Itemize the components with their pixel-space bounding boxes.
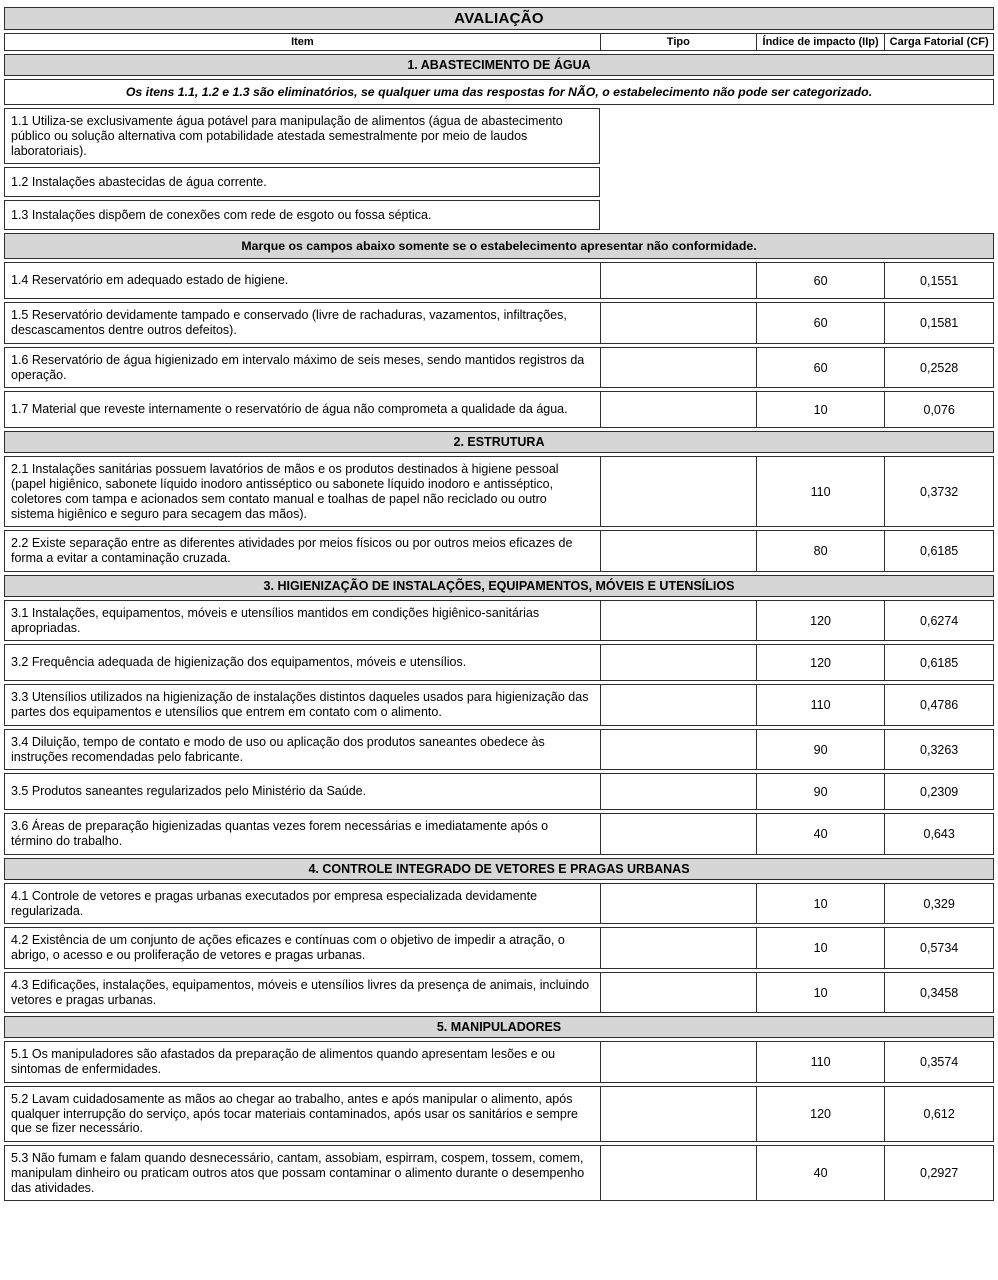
tipo-cell bbox=[600, 348, 756, 388]
tipo-cell bbox=[600, 928, 756, 968]
item-text: 2.2 Existe separação entre as diferentes atividades por meios físicos ou por outros meios eficazes de forma a evitar a contaminação cruzada. bbox=[11, 536, 573, 565]
item-row bbox=[4, 729, 994, 771]
item-row bbox=[4, 1086, 994, 1142]
tipo-cell bbox=[600, 814, 756, 854]
item-row bbox=[4, 530, 994, 572]
item-text: 3.6 Áreas de preparação higienizadas quantas vezes forem necessárias e imediatamente após o término do trabalho. bbox=[11, 819, 549, 848]
tipo-cell bbox=[600, 457, 756, 526]
cf-value: 0,1551 bbox=[884, 263, 993, 298]
section-header-row bbox=[4, 1016, 994, 1038]
tipo-cell bbox=[600, 392, 756, 427]
cf-value: 0,3574 bbox=[884, 1042, 993, 1082]
cf-value: 0,643 bbox=[884, 814, 993, 854]
eliminatory-note-row bbox=[4, 79, 994, 105]
iip-value: 90 bbox=[756, 730, 884, 770]
iip-value: 110 bbox=[756, 685, 884, 725]
column-header-item: Item bbox=[291, 36, 314, 48]
item-row bbox=[4, 644, 994, 681]
item-text: 3.5 Produtos saneantes regularizados pelo Ministério da Saúde. bbox=[11, 784, 367, 799]
note-text: Marque os campos abaixo somente se o estabelecimento apresentar não conformidade. bbox=[241, 239, 757, 254]
cf-value: 0,3458 bbox=[884, 973, 993, 1013]
item-text: 4.2 Existência de um conjunto de ações eficazes e contínuas com o objetivo de impedir a atração, o abrigo, o acesso e ou proliferação de vetores e pragas urbanas. bbox=[11, 933, 565, 962]
section-header-row bbox=[4, 54, 994, 76]
item-text: 5.2 Lavam cuidadosamente as mãos ao chegar ao trabalho, antes e após manipular o alimento, após qualquer interrupção do serviço, após tocar materiais contaminados, após usar os sanitários e sempre que se fizer necessário. bbox=[11, 1091, 578, 1136]
tipo-cell bbox=[600, 303, 756, 343]
iip-value: 10 bbox=[756, 884, 884, 924]
item-row bbox=[4, 927, 994, 969]
cf-value: 0,5734 bbox=[884, 928, 993, 968]
item-text: 1.2 Instalações abastecidas de água corrente. bbox=[4, 167, 600, 197]
column-header-cf: Carga Fatorial (CF) bbox=[884, 34, 993, 50]
cf-value: 0,6185 bbox=[884, 645, 993, 680]
cf-value: 0,3732 bbox=[884, 457, 993, 526]
iip-value: 60 bbox=[756, 303, 884, 343]
item-text: 3.2 Frequência adequada de higienização dos equipamentos, móveis e utensílios. bbox=[11, 655, 467, 670]
iip-value: 10 bbox=[756, 928, 884, 968]
cf-value: 0,2927 bbox=[884, 1146, 993, 1200]
note-text: Os itens 1.1, 1.2 e 1.3 são eliminatórios, se qualquer uma das respostas for NÃO, o estabelecimento não pode ser categorizado. bbox=[125, 85, 873, 99]
item-row bbox=[4, 262, 994, 299]
section-header-row bbox=[4, 858, 994, 880]
tipo-cell bbox=[600, 531, 756, 571]
section-title: 3. HIGIENIZAÇÃO DE INSTALAÇÕES, EQUIPAMENTOS, MÓVEIS E UTENSÍLIOS bbox=[263, 578, 735, 593]
item-text: 1.1 Utiliza-se exclusivamente água potável para manipulação de alimentos (água de abastecimento público ou solução alternativa com potabilidade atestada semestralmente por meio de laudos laboratoriais). bbox=[4, 108, 600, 164]
cf-value: 0,2309 bbox=[884, 774, 993, 809]
item-row bbox=[4, 883, 994, 925]
column-header-row bbox=[4, 33, 994, 51]
tipo-cell bbox=[600, 645, 756, 680]
cf-value: 0,4786 bbox=[884, 685, 993, 725]
cf-value: 0,6274 bbox=[884, 601, 993, 641]
item-text: 5.3 Não fumam e falam quando desnecessário, cantam, assobiam, espirram, cospem, tossem, comem, manipulam dinheiro ou praticam outros atos que possam contaminar o alimento durante o desempenho das atividades. bbox=[11, 1151, 585, 1195]
iip-value: 120 bbox=[756, 601, 884, 641]
iip-value: 120 bbox=[756, 1087, 884, 1141]
iip-value: 10 bbox=[756, 392, 884, 427]
item-text: 5.1 Os manipuladores são afastados da preparação de alimentos quando apresentam lesões e ou sintomas de enfermidades. bbox=[11, 1047, 556, 1076]
item-row bbox=[4, 391, 994, 428]
item-text: 2.1 Instalações sanitárias possuem lavatórios de mãos e os produtos destinados à higiene pessoal (papel higiênico, sabonete líquido inodoro antisséptico ou sabonete líquido inodoro e antisséptico, coletores com tampa e acionados sem contato manual e toalhas de papel não reciclado ou outro sistema higiênico e seguro para secagem das mãos). bbox=[11, 462, 559, 521]
item-text: 3.4 Diluição, tempo de contato e modo de uso ou aplicação dos produtos saneantes obedece às instruções recomendadas pelo fabricante. bbox=[11, 734, 545, 764]
section-title: 4. CONTROLE INTEGRADO DE VETORES E PRAGAS URBANAS bbox=[308, 861, 690, 876]
tipo-cell bbox=[600, 774, 756, 809]
iip-value: 60 bbox=[756, 348, 884, 388]
cf-value: 0,6185 bbox=[884, 531, 993, 571]
section-header-row bbox=[4, 431, 994, 453]
item-text: 1.6 Reservatório de água higienizado em intervalo máximo de seis meses, sendo mantidos registros da operação. bbox=[11, 352, 585, 382]
column-header-tipo: Tipo bbox=[600, 34, 756, 50]
iip-value: 90 bbox=[756, 774, 884, 809]
item-row bbox=[4, 773, 994, 810]
tipo-cell bbox=[600, 685, 756, 725]
form-title-row bbox=[4, 7, 994, 30]
tipo-cell bbox=[600, 1146, 756, 1200]
cf-value: 0,1581 bbox=[884, 303, 993, 343]
item-row bbox=[4, 972, 994, 1014]
iip-value: 120 bbox=[756, 645, 884, 680]
eliminatory-item-row bbox=[4, 200, 994, 230]
tipo-cell bbox=[600, 263, 756, 298]
table-body bbox=[4, 54, 994, 1201]
item-text: 4.1 Controle de vetores e pragas urbanas executados por empresa especializada devidamente regularizada. bbox=[11, 888, 538, 918]
eliminatory-item-row bbox=[4, 108, 994, 164]
iip-value: 60 bbox=[756, 263, 884, 298]
item-text: 1.4 Reservatório em adequado estado de higiene. bbox=[11, 273, 289, 288]
tipo-cell bbox=[600, 973, 756, 1013]
section-title: 2. ESTRUTURA bbox=[453, 435, 545, 450]
item-row bbox=[4, 347, 994, 389]
cf-value: 0,2528 bbox=[884, 348, 993, 388]
section-header-row bbox=[4, 575, 994, 597]
column-header-iip: Índice de impacto (IIp) bbox=[756, 34, 884, 50]
eliminatory-item-row bbox=[4, 167, 994, 197]
cf-value: 0,3263 bbox=[884, 730, 993, 770]
item-text: 1.7 Material que reveste internamente o reservatório de água não comprometa a qualidade da água. bbox=[11, 402, 568, 417]
item-row bbox=[4, 302, 994, 344]
item-text: 4.3 Edificações, instalações, equipamentos, móveis e utensílios livres da presença de animais, incluindo vetores e pragas urbanas. bbox=[11, 977, 590, 1007]
tipo-cell bbox=[600, 730, 756, 770]
tipo-cell bbox=[600, 1042, 756, 1082]
iip-value: 40 bbox=[756, 1146, 884, 1200]
item-row bbox=[4, 684, 994, 726]
iip-value: 110 bbox=[756, 1042, 884, 1082]
iip-value: 80 bbox=[756, 531, 884, 571]
item-row bbox=[4, 600, 994, 642]
cf-value: 0,329 bbox=[884, 884, 993, 924]
cf-value: 0,612 bbox=[884, 1087, 993, 1141]
iip-value: 10 bbox=[756, 973, 884, 1013]
cf-value: 0,076 bbox=[884, 392, 993, 427]
tipo-cell bbox=[600, 601, 756, 641]
tipo-cell bbox=[600, 1087, 756, 1141]
page-title: AVALIAÇÃO bbox=[454, 10, 544, 27]
item-text: 1.5 Reservatório devidamente tampado e conservado (livre de rachaduras, vazamentos, infiltrações, descascamentos dentre outros defeitos). bbox=[11, 308, 567, 337]
iip-value: 110 bbox=[756, 457, 884, 526]
item-row bbox=[4, 456, 994, 527]
item-text: 3.1 Instalações, equipamentos, móveis e utensílios mantidos em condições higiênico-sanitárias apropriadas. bbox=[11, 605, 540, 635]
item-row bbox=[4, 1145, 994, 1201]
item-text: 3.3 Utensílios utilizados na higienização de instalações distintos daqueles usados para higienização das partes dos equipamentos e utensílios que entrem em contato com o alimento. bbox=[11, 690, 589, 719]
instruction-note-row bbox=[4, 233, 994, 259]
iip-value: 40 bbox=[756, 814, 884, 854]
tipo-cell bbox=[600, 884, 756, 924]
section-title: 5. MANIPULADORES bbox=[436, 1020, 562, 1035]
section-title: 1. ABASTECIMENTO DE ÁGUA bbox=[407, 58, 591, 72]
item-row bbox=[4, 1041, 994, 1083]
item-row bbox=[4, 813, 994, 855]
item-text: 1.3 Instalações dispõem de conexões com rede de esgoto ou fossa séptica. bbox=[4, 200, 600, 230]
